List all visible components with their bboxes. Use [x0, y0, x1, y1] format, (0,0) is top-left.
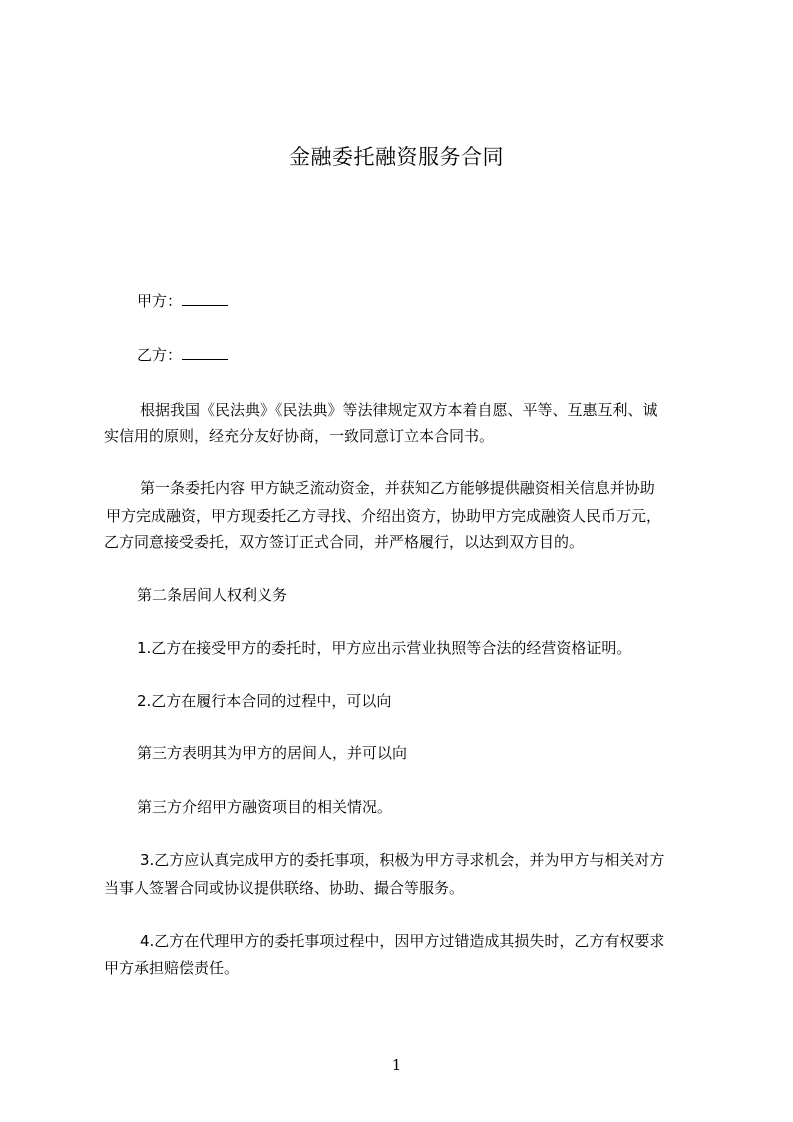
party-b-label: 乙方： — [137, 346, 183, 364]
party-a-line — [137, 291, 228, 311]
item2-continuation-2: 第三方介绍甲方融资项目的相关情况。 — [137, 798, 393, 816]
article1-line-3: 乙方同意接受委托，双方签订正式合同，并严格履行，以达到双方目的。 — [104, 533, 585, 551]
article1-line-1: 第一条委托内容 甲方缺乏流动资金，并获知乙方能够提供融资相关信息并协助 — [140, 479, 655, 497]
item2-line: 2.乙方在履行本合同的过程中，可以向 — [137, 692, 392, 710]
party-b-line — [137, 345, 228, 365]
item3-line-2: 当事人签署合同或协议提供联络、协助、撮合等服务。 — [104, 879, 465, 897]
party-b-blank — [182, 345, 228, 360]
preamble-line-2: 实信用的原则，经充分友好协商，一致同意订立本合同书。 — [104, 427, 495, 445]
party-a-label: 甲方： — [137, 292, 183, 310]
item2-continuation-1: 第三方表明其为甲方的居间人，并可以向 — [137, 744, 408, 762]
item3-line-1: 3.乙方应认真完成甲方的委托事项，积极为甲方寻求机会，并为甲方与相关对方 — [140, 851, 665, 869]
item4-line-1: 4.乙方在代理甲方的委托事项过程中，因甲方过错造成其损失时，乙方有权要求 — [140, 932, 665, 950]
page-number: 1 — [391, 1056, 402, 1074]
item4-line-2: 甲方承担赔偿责任。 — [104, 959, 240, 977]
article1-line-2: 甲方完成融资，甲方现委托乙方寻找、介绍出资方，协助甲方完成融资人民币万元， — [106, 507, 662, 525]
preamble-line-1: 根据我国《民法典》《民法典》等法律规定双方本着自愿、平等、互惠互利、诚 — [140, 401, 658, 419]
item1-line: 1.乙方在接受甲方的委托时，甲方应出示营业执照等合法的经营资格证明。 — [137, 639, 632, 657]
party-a-blank — [182, 291, 228, 306]
document-title: 金融委托融资服务合同 — [289, 145, 504, 169]
article2-heading: 第二条居间人权利义务 — [137, 586, 288, 604]
